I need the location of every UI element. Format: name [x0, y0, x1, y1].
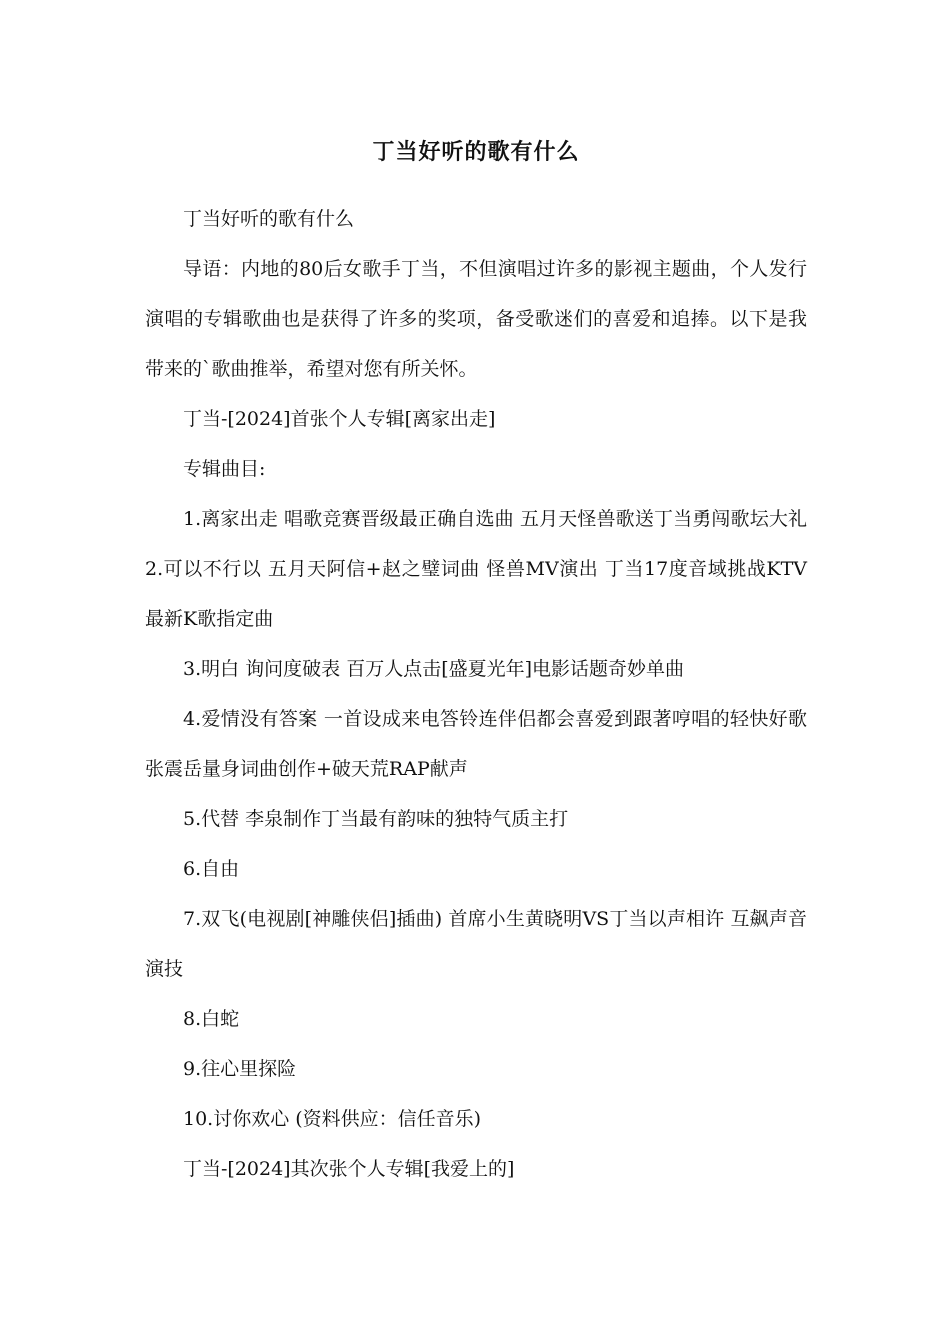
track-item: 3.明白 询问度破表 百万人点击[盛夏光年]电影话题奇妙单曲: [183, 658, 685, 680]
track-item: 7.双飞(电视剧[神雕侠侣]插曲) 首席小生黄晓明VS丁当以声相许 互飙声音演技: [145, 908, 807, 980]
track-item: 8.白蛇: [183, 1008, 240, 1030]
paragraph-album-2-heading: 丁当-[2024]其次张个人专辑[我爱上的]: [183, 1158, 515, 1180]
track-item: 4.爱情没有答案 一首设成来电答铃连伴侣都会喜爱到跟著哼唱的轻快好歌 张震岳量身词曲创作+破天荒RAP献声: [145, 708, 814, 780]
track-item: 5.代替 李泉制作丁当最有韵味的独特气质主打: [183, 808, 569, 830]
paragraph-album-1-heading: 丁当-[2024]首张个人专辑[离家出走]: [183, 408, 496, 430]
paragraph-tracklist-label: 专辑曲目:: [183, 458, 266, 480]
document-body: [145, 194, 814, 1194]
track-item: 9.往心里探险: [183, 1058, 297, 1080]
track-item: 6.自由: [183, 858, 240, 880]
track-item: 10.讨你欢心 (资料供应：信任音乐): [183, 1108, 482, 1130]
paragraph-intro: 导语：内地的80后女歌手丁当，不但演唱过许多的影视主题曲，个人发行演唱的专辑歌曲也是获得了许多的奖项，备受歌迷们的喜爱和追捧。以下是我带来的`歌曲推举，希望对您有所关怀。: [145, 258, 807, 380]
track-item: 1.离家出走 唱歌竞赛晋级最正确自选曲 五月天怪兽歌送丁当勇闯歌坛大礼 2.可以不行以 五月天阿信+赵之璧词曲 怪兽MV演出 丁当17度音域挑战KTV最新K歌指定曲: [145, 508, 814, 630]
paragraph-subtitle: 丁当好听的歌有什么: [183, 208, 355, 230]
document-title: 丁当好听的歌有什么: [372, 139, 580, 165]
